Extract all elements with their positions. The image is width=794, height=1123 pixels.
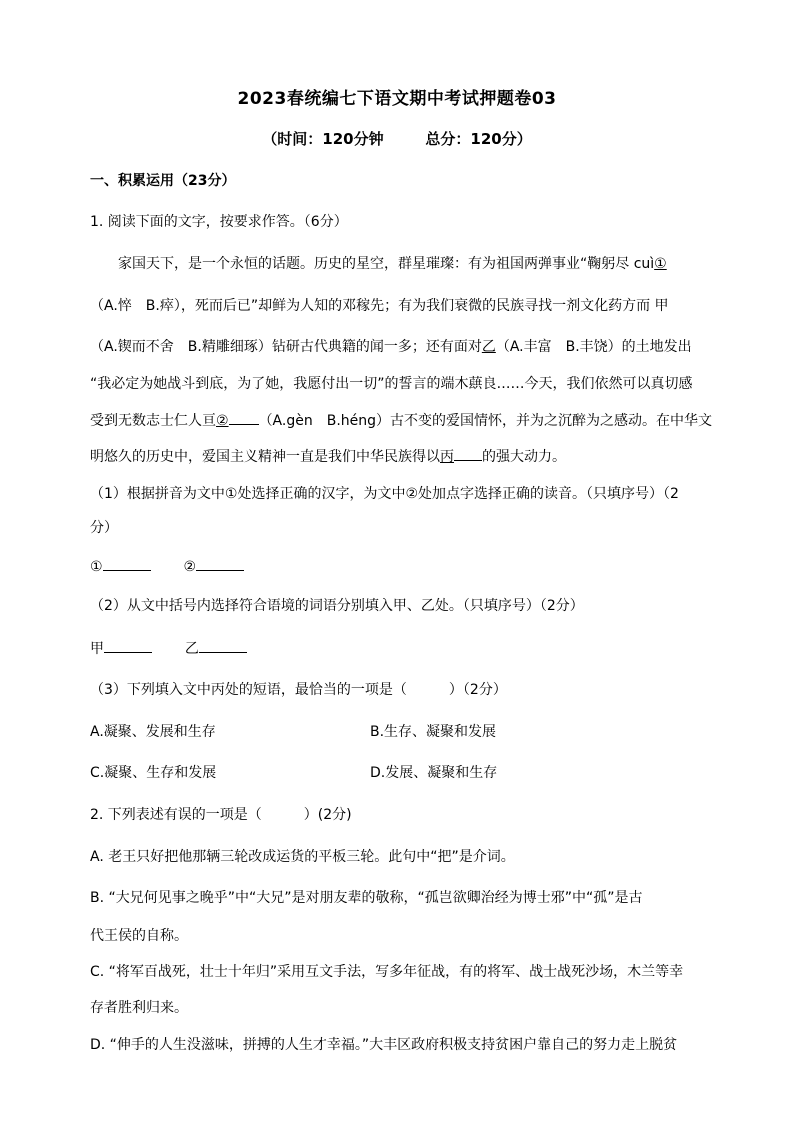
q2-option-b-cont: 代王侯的自称。 — [90, 928, 188, 944]
options-row-2 — [90, 763, 710, 783]
subquestion-1-cont: 分） — [90, 520, 118, 536]
blank-mark-1: ① — [654, 256, 667, 272]
subquestion-2-answers — [90, 638, 710, 659]
passage-line-3 — [90, 337, 710, 357]
passage-line-1 — [118, 254, 738, 274]
answer-label-1: ① — [90, 559, 103, 575]
q2-option-c[interactable]: C. “将军百战死，壮士十年归”采用互文手法，写多年征战，有的将军、战士战死沙场，木兰等幸 — [90, 964, 684, 980]
subquestion-1: （1）根据拼音为文中①处选择正确的汉字，为文中②处加点字选择正确的读音。（只填序号）（2 — [90, 486, 679, 502]
answer-blank[interactable] — [454, 446, 482, 461]
answer-blank[interactable] — [229, 410, 259, 425]
answer-blank-yi[interactable] — [199, 638, 247, 653]
subquestion-3: （3）下列填入文中丙处的短语，最恰当的一项是（ ）（2分） — [90, 682, 507, 698]
passage-text: （A.悴 B.瘁），死而后已”却鲜为人知的邓稼先；有为我们衰微的民族寻找一剂文化药方而 — [90, 298, 651, 314]
answer-label-yi: 乙 — [184, 641, 199, 657]
answer-label-jia: 甲 — [90, 641, 104, 657]
passage-text: 受到无数志士仁人亘 — [90, 413, 216, 429]
option-a[interactable]: A.凝聚、发展和生存 — [90, 724, 216, 740]
blank-mark-yi: 乙 — [481, 339, 496, 355]
options-row-1 — [90, 722, 710, 742]
blank-mark-2: ② — [216, 413, 229, 429]
passage-line-2 — [90, 296, 710, 316]
blank-mark-bing: 丙 — [440, 449, 454, 465]
passage-line-6 — [90, 446, 710, 467]
answer-label-2: ② — [183, 559, 197, 575]
subquestion-2: （2）从文中括号内选择符合语境的词语分别填入甲、乙处。（只填序号）（2分） — [90, 598, 584, 614]
q2-option-a[interactable]: A. 老王只好把他那辆三轮改成运货的平板三轮。此句中“把”是介词。 — [90, 849, 515, 865]
question-2-stem: 2. 下列表述有误的一项是（ ）(2分) — [90, 807, 352, 823]
option-b[interactable]: B.生存、凝聚和发展 — [370, 724, 497, 740]
option-d[interactable]: D.发展、凝聚和生存 — [370, 765, 498, 781]
passage-line-5 — [90, 410, 713, 431]
passage-text: 的强大动力。 — [482, 449, 566, 465]
page-subtitle: （时间：120分钟 总分：120分） — [262, 130, 532, 148]
passage-text: （A.锲而不舍 B.精雕细琢）钻研古代典籍的闻一多；还有面对 — [90, 339, 482, 355]
passage-line-4: “我必定为她战斗到底，为了她，我愿付出一切”的誓言的端木蕻良……今天，我们依然可以真切感 — [90, 376, 693, 392]
q2-option-c-cont: 存者胜利归来。 — [90, 1000, 188, 1016]
passage-text: 明悠久的历史中，爱国主义精神一直是我们中华民族得以 — [90, 449, 440, 465]
answer-blank-1[interactable] — [103, 556, 151, 571]
section-heading: 一、积累运用（23分） — [90, 173, 236, 189]
answer-blank-jia[interactable] — [104, 638, 152, 653]
q2-option-d[interactable]: D. “伸手的人生没滋味，拼搏的人生才幸福。”大丰区政府积极支持贫困户靠自己的努力走上脱贫 — [90, 1037, 678, 1053]
subquestion-1-answers — [90, 556, 710, 577]
question-1-stem: 1. 阅读下面的文字，按要求作答。（6分） — [90, 214, 348, 230]
passage-text: （A.gèn B.héng）古不变的爱国情怀，并为之沉醉为之感动。在中华文 — [258, 413, 713, 429]
blank-mark-jia: 甲 — [654, 298, 669, 314]
answer-blank-2[interactable] — [196, 556, 244, 571]
page-title: 2023春统编七下语文期中考试押题卷03 — [237, 89, 557, 109]
passage-text: 家国天下，是一个永恒的话题。历史的星空，群星璀璨：有为祖国两弹事业“鞠躬尽 cuì — [118, 256, 655, 272]
option-c[interactable]: C.凝聚、生存和发展 — [90, 765, 217, 781]
passage-text: （A.丰富 B.丰饶）的土地发出 — [495, 339, 692, 355]
q2-option-b[interactable]: B. “大兄何见事之晚乎”中“大兄”是对朋友辈的敬称，“孤岂欲卿治经为博士邪”中“孤”是古 — [90, 890, 643, 906]
